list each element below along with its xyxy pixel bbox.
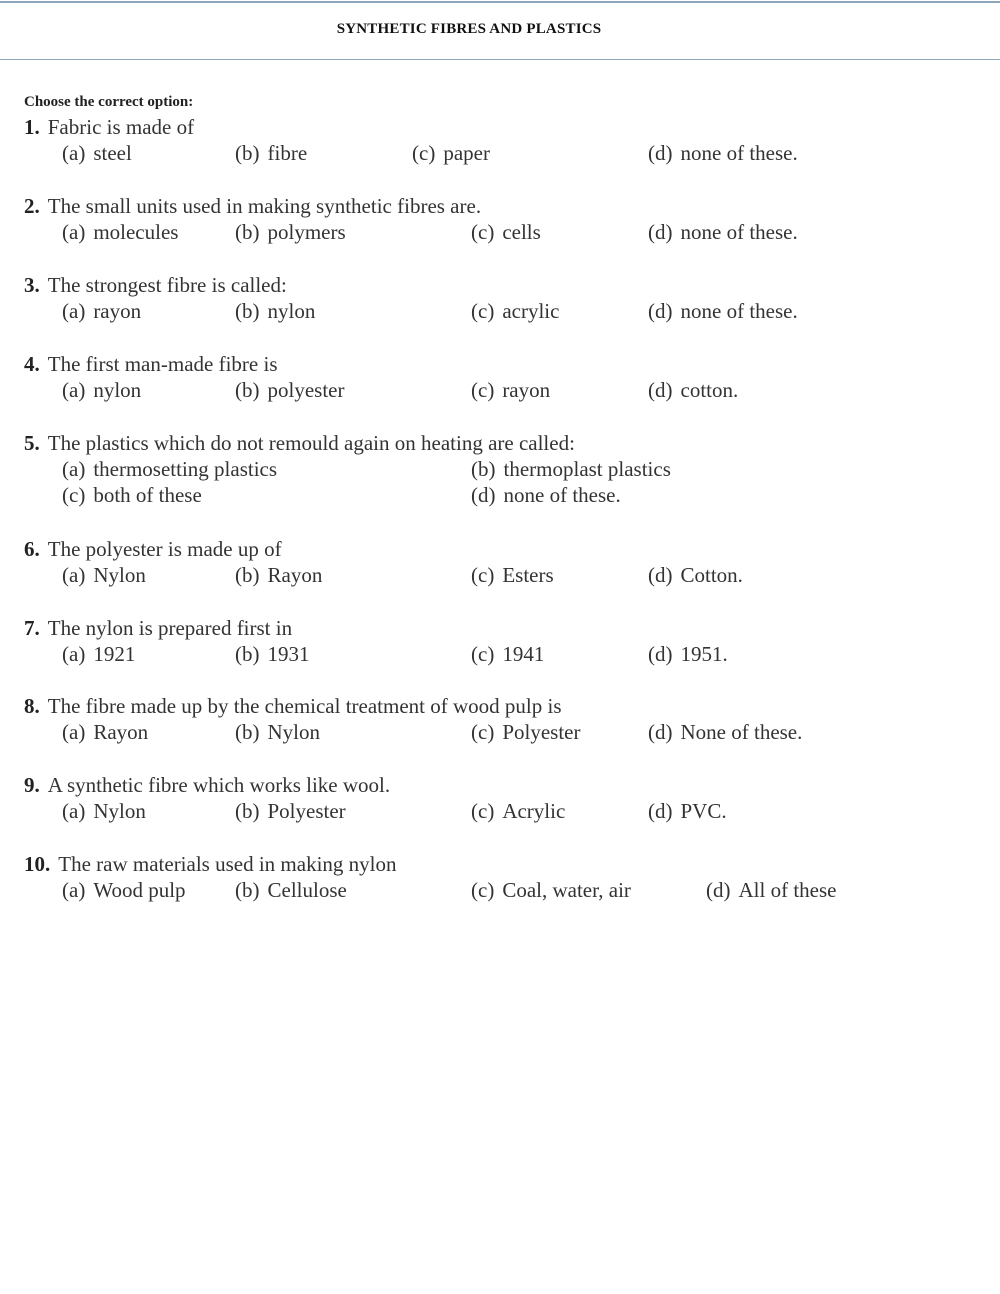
- option-text: nylon: [93, 378, 142, 402]
- option-text: none of these.: [680, 299, 798, 323]
- question-text: [24, 851, 397, 877]
- option-label: (b): [235, 220, 260, 244]
- option-b[interactable]: [235, 641, 310, 667]
- option-text: 1951.: [680, 642, 728, 666]
- option-text: Polyester: [502, 720, 581, 744]
- option-a[interactable]: [62, 219, 178, 245]
- option-label: (b): [235, 299, 260, 323]
- question-text: [24, 615, 292, 641]
- option-text: polyester: [267, 378, 345, 402]
- option-c[interactable]: [471, 719, 580, 745]
- question-3: [24, 272, 984, 330]
- option-b[interactable]: [235, 219, 346, 245]
- question-text: [24, 193, 481, 219]
- option-label: (b): [235, 141, 260, 165]
- option-label: (c): [471, 378, 495, 402]
- option-d[interactable]: [471, 482, 621, 508]
- option-label: (b): [235, 378, 260, 402]
- option-text: Cotton.: [680, 563, 743, 587]
- question-number: 10.: [24, 852, 51, 876]
- option-label: (a): [62, 642, 86, 666]
- option-a[interactable]: [62, 719, 148, 745]
- option-label: (a): [62, 457, 86, 481]
- question-4: [24, 351, 984, 409]
- option-d[interactable]: [648, 798, 727, 824]
- option-text: Esters: [502, 563, 554, 587]
- question-8: [24, 693, 984, 751]
- option-c[interactable]: [471, 641, 544, 667]
- option-text: None of these.: [680, 720, 803, 744]
- option-label: (d): [648, 378, 673, 402]
- option-label: (d): [648, 799, 673, 823]
- option-label: (b): [235, 720, 260, 744]
- option-label: (c): [471, 220, 495, 244]
- option-text: 1931: [267, 642, 310, 666]
- question-number: 6.: [24, 537, 40, 561]
- option-d[interactable]: [648, 140, 798, 166]
- option-b[interactable]: [235, 798, 346, 824]
- option-label: (c): [471, 799, 495, 823]
- option-d[interactable]: [706, 877, 836, 903]
- option-text: rayon: [502, 378, 551, 402]
- question-text: [24, 430, 575, 456]
- option-text: none of these.: [680, 141, 798, 165]
- option-text: fibre: [267, 141, 308, 165]
- question-text: [24, 772, 390, 798]
- option-label: (d): [648, 720, 673, 744]
- question-number: 8.: [24, 694, 40, 718]
- option-text: paper: [443, 141, 490, 165]
- header-divider: [0, 59, 1000, 60]
- question-stem: The plastics which do not remould again on heating are called:: [47, 431, 575, 455]
- option-d[interactable]: [648, 377, 738, 403]
- option-b[interactable]: [471, 456, 671, 482]
- option-label: (a): [62, 720, 86, 744]
- option-text: Cellulose: [267, 878, 347, 902]
- question-stem: The small units used in making synthetic fibres are.: [47, 194, 482, 218]
- option-label: (b): [235, 642, 260, 666]
- option-c[interactable]: [471, 219, 541, 245]
- option-b[interactable]: [235, 140, 307, 166]
- option-label: (a): [62, 378, 86, 402]
- question-text: [24, 114, 194, 140]
- option-a[interactable]: [62, 562, 146, 588]
- option-text: molecules: [93, 220, 179, 244]
- option-text: thermosetting plastics: [93, 457, 278, 481]
- option-d[interactable]: [648, 562, 743, 588]
- option-text: Nylon: [267, 720, 320, 744]
- option-c[interactable]: [471, 377, 550, 403]
- option-label: (c): [471, 563, 495, 587]
- option-label: (d): [706, 878, 731, 902]
- option-text: Nylon: [93, 563, 146, 587]
- option-a[interactable]: [62, 298, 141, 324]
- option-b[interactable]: [235, 877, 347, 903]
- option-label: (a): [62, 799, 86, 823]
- option-text: Nylon: [93, 799, 146, 823]
- option-text: All of these: [738, 878, 837, 902]
- option-c[interactable]: [412, 140, 490, 166]
- option-text: Rayon: [93, 720, 149, 744]
- question-stem: A synthetic fibre which works like wool.: [47, 773, 391, 797]
- option-text: cells: [502, 220, 541, 244]
- question-stem: The first man-made fibre is: [47, 352, 278, 376]
- question-text: [24, 351, 278, 377]
- option-text: Rayon: [267, 563, 323, 587]
- top-border-line: [0, 1, 1000, 3]
- question-2: [24, 193, 984, 251]
- option-d[interactable]: [648, 641, 728, 667]
- option-text: both of these: [93, 483, 202, 507]
- option-c[interactable]: [62, 482, 202, 508]
- option-a[interactable]: [62, 877, 186, 903]
- option-text: Polyester: [267, 799, 346, 823]
- option-label: (a): [62, 299, 86, 323]
- option-label: (d): [648, 563, 673, 587]
- option-label: (c): [62, 483, 86, 507]
- question-text: [24, 693, 562, 719]
- option-label: (d): [648, 141, 673, 165]
- page-title: SYNTHETIC FIBRES AND PLASTICS: [336, 21, 602, 37]
- option-label: (d): [648, 220, 673, 244]
- question-number: 5.: [24, 431, 40, 455]
- option-b[interactable]: [235, 562, 322, 588]
- option-text: 1941: [502, 642, 545, 666]
- option-text: Wood pulp: [93, 878, 186, 902]
- option-label: (b): [235, 878, 260, 902]
- option-b[interactable]: [235, 719, 320, 745]
- option-a[interactable]: [62, 456, 277, 482]
- option-label: (c): [471, 299, 495, 323]
- option-text: polymers: [267, 220, 346, 244]
- option-d[interactable]: [648, 298, 798, 324]
- option-label: (c): [471, 642, 495, 666]
- question-5: [24, 430, 984, 514]
- option-text: nylon: [267, 299, 316, 323]
- question-stem: Fabric is made of: [47, 115, 195, 139]
- option-text: cotton.: [680, 378, 739, 402]
- option-label: (a): [62, 220, 86, 244]
- option-d[interactable]: [648, 219, 798, 245]
- question-number: 7.: [24, 616, 40, 640]
- question-number: 4.: [24, 352, 40, 376]
- option-c[interactable]: [471, 798, 565, 824]
- option-d[interactable]: [648, 719, 802, 745]
- option-label: (d): [648, 642, 673, 666]
- option-label: (a): [62, 563, 86, 587]
- option-text: 1921: [93, 642, 136, 666]
- option-text: steel: [93, 141, 132, 165]
- question-1: [24, 114, 984, 172]
- option-a[interactable]: [62, 140, 132, 166]
- option-label: (d): [471, 483, 496, 507]
- option-label: (c): [471, 878, 495, 902]
- option-label: (b): [471, 457, 496, 481]
- option-label: (a): [62, 878, 86, 902]
- option-label: (a): [62, 141, 86, 165]
- option-label: (b): [235, 563, 260, 587]
- option-a[interactable]: [62, 798, 146, 824]
- question-stem: The strongest fibre is called:: [47, 273, 287, 297]
- option-label: (d): [648, 299, 673, 323]
- question-text: [24, 536, 282, 562]
- instruction-text: Choose the correct option:: [24, 94, 194, 110]
- question-stem: The nylon is prepared first in: [47, 616, 293, 640]
- option-text: Coal, water, air: [502, 878, 631, 902]
- option-text: thermoplast plastics: [503, 457, 671, 481]
- question-stem: The polyester is made up of: [47, 537, 282, 561]
- option-text: rayon: [93, 299, 142, 323]
- question-number: 2.: [24, 194, 40, 218]
- option-a[interactable]: [62, 641, 135, 667]
- option-text: none of these.: [680, 220, 798, 244]
- option-c[interactable]: [471, 877, 631, 903]
- option-text: Acrylic: [502, 799, 566, 823]
- option-b[interactable]: [235, 298, 315, 324]
- option-label: (c): [471, 720, 495, 744]
- question-6: [24, 536, 984, 594]
- question-7: [24, 615, 984, 673]
- option-a[interactable]: [62, 377, 141, 403]
- question-number: 9.: [24, 773, 40, 797]
- option-b[interactable]: [235, 377, 344, 403]
- question-text: [24, 272, 287, 298]
- option-text: acrylic: [502, 299, 560, 323]
- option-text: none of these.: [503, 483, 621, 507]
- option-label: (b): [235, 799, 260, 823]
- question-9: [24, 772, 984, 830]
- question-10: [24, 851, 984, 909]
- option-label: (c): [412, 141, 436, 165]
- question-number: 1.: [24, 115, 40, 139]
- question-number: 3.: [24, 273, 40, 297]
- option-c[interactable]: [471, 562, 554, 588]
- option-text: PVC.: [680, 799, 727, 823]
- question-stem: The raw materials used in making nylon: [58, 852, 397, 876]
- option-c[interactable]: [471, 298, 559, 324]
- question-stem: The fibre made up by the chemical treatment of wood pulp is: [47, 694, 562, 718]
